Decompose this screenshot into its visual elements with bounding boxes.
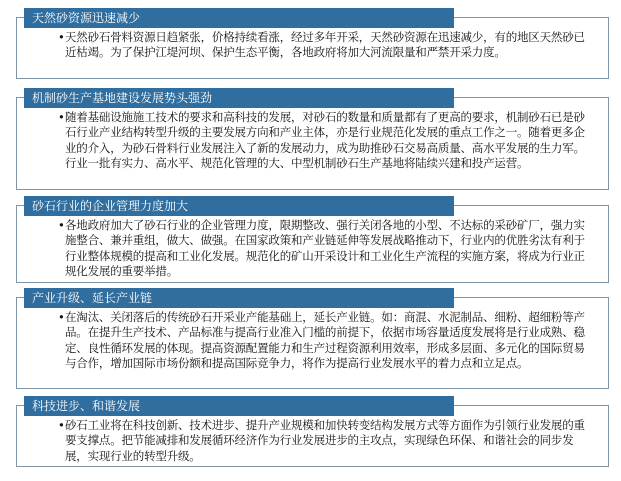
bullet-1: • <box>58 30 65 44</box>
section-text-2: •随着基础设施施工技术的要求和高科技的发展，对砂石的数量和质量都有了更高的要求，机制砂石已是砂石行业产业结构转型升级的主要发展方向和产业主体，亦是行业规范化发展的重点工作之一。随着更多企业的介入，为砂石骨料行业发展注入了新的发展动力，成为助推砂石交易高质量、高水平发展的生力军。行业一批有实力、高水平、规范化管理的大、中型机制砂石生产基地将陆续兴建和投产运营。 <box>58 110 585 171</box>
bullet-5: • <box>58 418 65 432</box>
section-text-3: •各地政府加大了砂石行业的企业管理力度，限期整改、强行关闭各地的小型、不达标的采砂矿厂，强力实施整合、兼并重组，做大、做强。在国家政策和产业链延伸等发展战略推动下，行业内的优胜劣汰有利于行业整体规模的提高和工业化发展。规范化的矿山开采设计和工业化生产流程的实施方案，将成为行业正规化发展的重要举措。 <box>58 218 585 279</box>
bullet-4: • <box>58 310 65 324</box>
section-title-5: 科技进步、和谐发展 <box>32 399 141 413</box>
section-title-2: 机制砂生产基地建设发展势头强劲 <box>32 91 213 105</box>
section-text-5: •砂石工业将在科技创新、技术进步、提升产业规模和加快转变结构发展方式等方面作为引领行业发展的重要支撑点。把节能减排和发展循环经济作为行业发展进步的主攻点，实现绿色环保、和谐社会的同步发展，实现行业的转型升级。 <box>58 418 585 463</box>
bullet-2: • <box>58 110 65 124</box>
section-header-1 <box>24 8 454 28</box>
bullet-3: • <box>58 218 65 232</box>
section-header-2 <box>24 88 454 108</box>
section-header-3 <box>24 196 454 216</box>
section-header-5 <box>24 396 454 416</box>
section-title-4: 产业升级、延长产业链 <box>32 291 153 305</box>
section-header-4 <box>24 288 454 308</box>
section-text-1: •天然砂石骨料资源日趋紧张，价格持续看涨，经过多年开采，天然砂资源在迅速减少，有的地区天然砂已近枯竭。为了保护江堤河坝、保护生态平衡，各地政府将加大河流限量和严禁开采力度。 <box>58 30 585 60</box>
section-title-3: 砂石行业的企业管理力度加大 <box>32 199 189 213</box>
section-title-1: 天然砂资源迅速减少 <box>32 11 141 25</box>
section-text-4: •在淘汰、关闭落后的传统砂石开采业产能基础上，延长产业链。如：商混、水泥制品、细粉、超细粉等产品。在提升生产技术、产品标准与提高行业准入门槛的前提下，依据市场容量适度发展将是行业成熟、稳定、良性循环发展的体现。提高资源配置能力和生产过程资源利用效率，形成多层面、多元化的国际贸易与合作，增加国际市场份额和提高国际竞争力，将作为提高行业发展水平的着力点和立足点。 <box>58 310 585 371</box>
